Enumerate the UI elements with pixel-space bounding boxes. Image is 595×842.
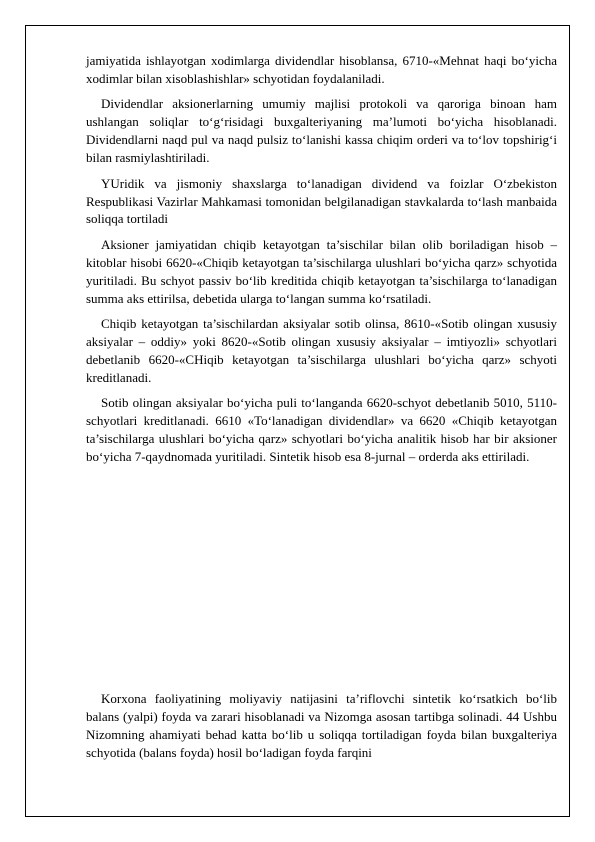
paragraph-dividend-taxation: YUridik va jismoniy shaxslarga to‘lanadigan dividend va foizlar O‘zbekiston Respublikasi Vazirlar Mahkamasi tomonidan belgilanadigan stavkalarda to‘lash manbaida soliqqa tortiladi [86, 175, 557, 227]
document-body-bottom [86, 690, 557, 769]
paragraph-dividend-calculation: Dividendlar aksionerlarning umumiy majlisi protokoli va qaroriga binoan ham ushlangan soliqlar to‘g‘risidagi buxgalteriyaning ma’lumoti bo‘yicha hisoblanadi. Dividendlarni naqd pul va naqd pulsiz to‘lanishi kassa chiqim orderi va to‘lov topshirig‘i bilan rasmiylashtiriladi. [86, 96, 557, 166]
paragraph-dividend-employees: jamiyatida ishlayotgan xodimlarga dividendlar hisoblansa, 6710-«Mehnat haqi bo‘yicha xodimlar bilan xisoblashishlar» schyotidan foydalaniladi. [86, 53, 557, 86]
document-body-top [86, 52, 557, 474]
paragraph-leaving-founders: Aksioner jamiyatidan chiqib ketayotgan ta’sischilar bilan olib boriladigan hisob – kitoblar hisobi 6620-«Chiqib ketayotgan ta’sischilarga ulushlari bo‘yicha qarz» schyotida yuritiladi. Bu schyot passiv bo‘lib kreditida chiqib ketayotgan ta’sischilarga to‘lanadigan summa aks ettirilsa, debetida ularga to‘langan summa ko‘rsatiladi. [86, 236, 557, 306]
paragraph-financial-result: Korxona faoliyatining moliyaviy natijasini ta’riflovchi sintetik ko‘rsatkich bo‘lib balans (yalpi) foyda va zarari hisoblanadi va Nizomga asosan tartibga solinadi. 44 Ushbu Nizomning ahamiyati behad katta bo‘lib u soliqqa tortiladigan foyda bilan buxgalteriya schyotida (balans foyda) hosil bo‘ladigan foyda farqini [86, 691, 557, 760]
paragraph-share-buyback: Chiqib ketayotgan ta’sischilardan aksiyalar sotib olinsa, 8610-«Sotib olingan xususiy aksiyalar – oddiy» yoki 8620-«Sotib olingan xususiy aksiyalar – imtiyozli» schyotlari debetlanib 6620-«CHiqib ketayotgan ta’sischilarga ulushlari bo‘yicha qarz» schyoti kreditlanadi. [86, 316, 557, 385]
paragraph-payment-accounting: Sotib olingan aksiyalar bo‘yicha puli to‘langanda 6620-schyot debetlanib 5010, 5110-schyotlari kreditlanadi. 6610 «To‘lanadigan dividendlar» va 6620 «Chiqib ketayotgan ta’sischilarga ulushlari bo‘yicha qarz» schyotlari bo‘yicha analitik hisob har bir aksioner bo‘yicha 7-qaydnomada yuritiladi. Sintetik hisob esa 8-jurnal – orderda aks ettiriladi. [86, 395, 557, 465]
